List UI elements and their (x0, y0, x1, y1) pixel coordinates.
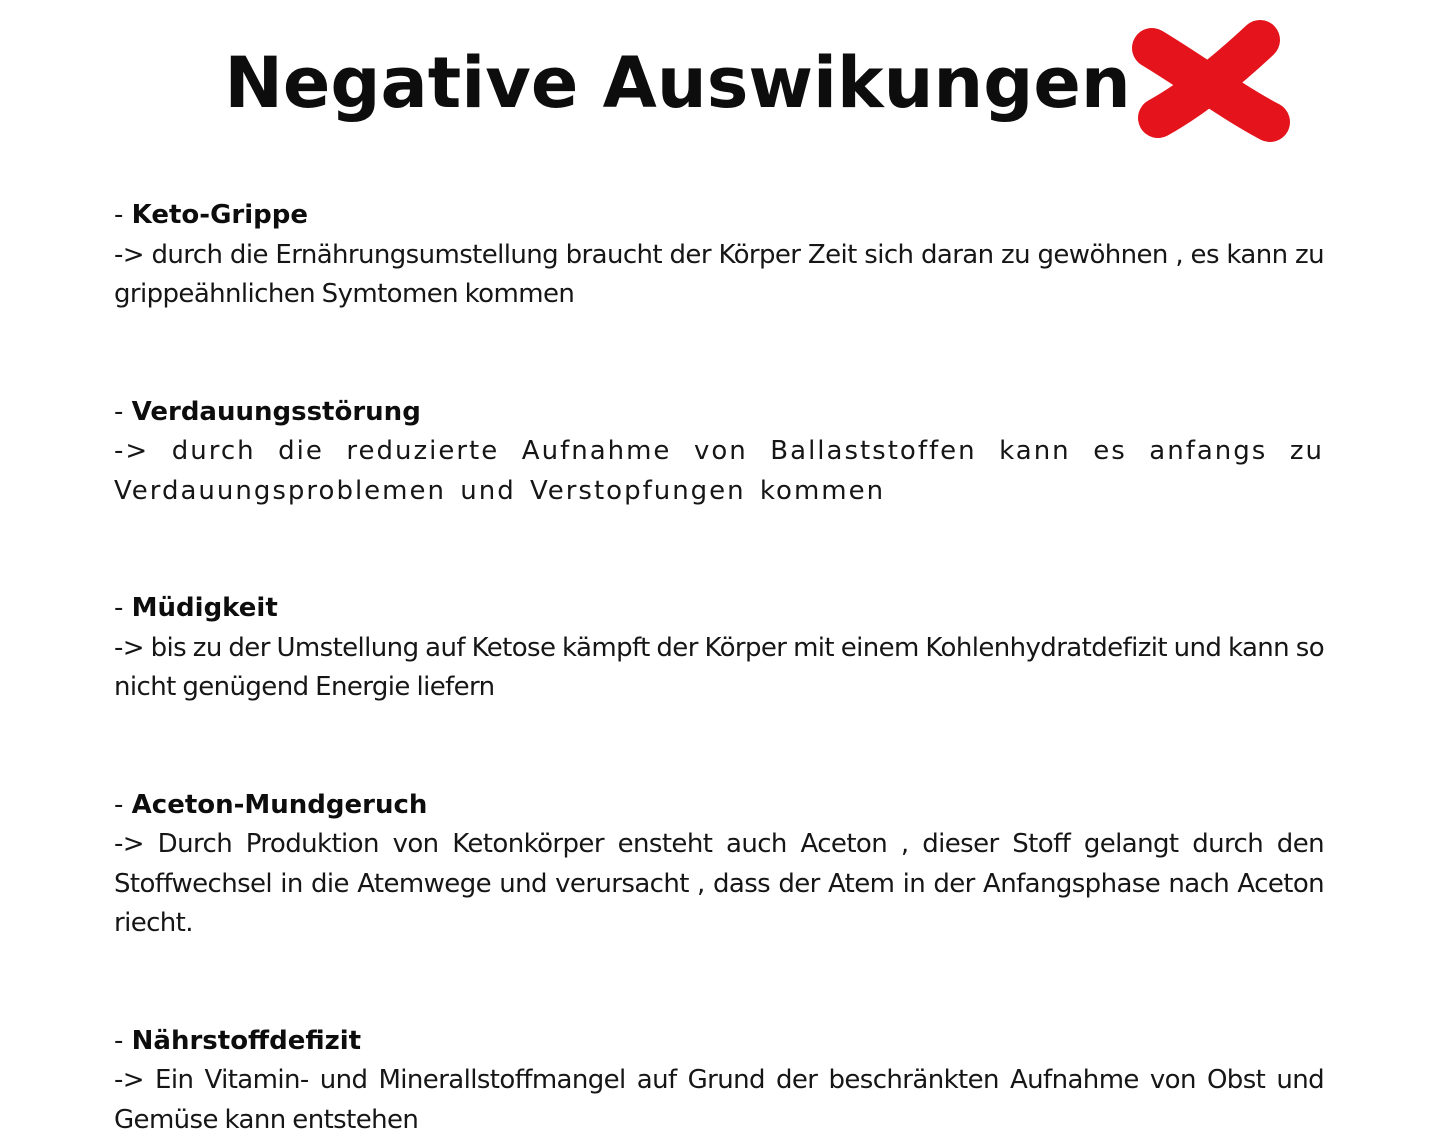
section-heading (114, 589, 1324, 629)
page-title: Negative Auswikungen (0, 38, 1355, 128)
section-text: -> Ein Vitamin- und Minerallstoffmangel auf Grund der beschränkten Aufnahme von Obst und Gemüse kann entstehen (114, 1061, 1324, 1140)
section-text: -> durch die Ernährungsumstellung braucht der Körper Zeit sich daran zu gewöhnen , es kann zu grippeähnlichen Symtomen kommen (114, 236, 1324, 315)
heading-dash: - (114, 1026, 123, 1056)
red-x-icon (1122, 10, 1297, 150)
section-heading (114, 1022, 1324, 1062)
heading-label: Müdigkeit (132, 593, 278, 623)
heading-dash: - (114, 790, 123, 820)
heading-label: Keto-Grippe (132, 200, 308, 230)
section-aceton-mundgeruch (114, 786, 1324, 944)
section-verdauungsstoerung (114, 393, 1324, 512)
heading-dash: - (114, 593, 123, 623)
heading-label: Verdauungsstörung (132, 397, 421, 427)
heading-dash: - (114, 200, 123, 230)
section-text: -> bis zu der Umstellung auf Ketose kämpft der Körper mit einem Kohlenhydratdefizit und kann so nicht genügend Energie liefern (114, 629, 1324, 708)
content (114, 196, 1324, 1140)
section-text: -> durch die reduzierte Aufnahme von Ballaststoffen kann es anfangs zu Verdauungsproblemen und Verstopfungen kommen (114, 432, 1324, 511)
heading-dash: - (114, 397, 123, 427)
section-naehrstoffdefizit (114, 1022, 1324, 1140)
section-heading (114, 786, 1324, 826)
section-heading (114, 196, 1324, 236)
heading-label: Nährstoffdefizit (132, 1026, 361, 1056)
section-heading (114, 393, 1324, 433)
section-keto-grippe (114, 196, 1324, 315)
section-muedigkeit (114, 589, 1324, 708)
section-text: -> Durch Produktion von Ketonkörper ensteht auch Aceton , dieser Stoff gelangt durch den Stoffwechsel in die Atemwege und verursacht , dass der Atem in der Anfangsphase nach Aceton riecht. (114, 825, 1324, 944)
heading-label: Aceton-Mundgeruch (132, 790, 428, 820)
